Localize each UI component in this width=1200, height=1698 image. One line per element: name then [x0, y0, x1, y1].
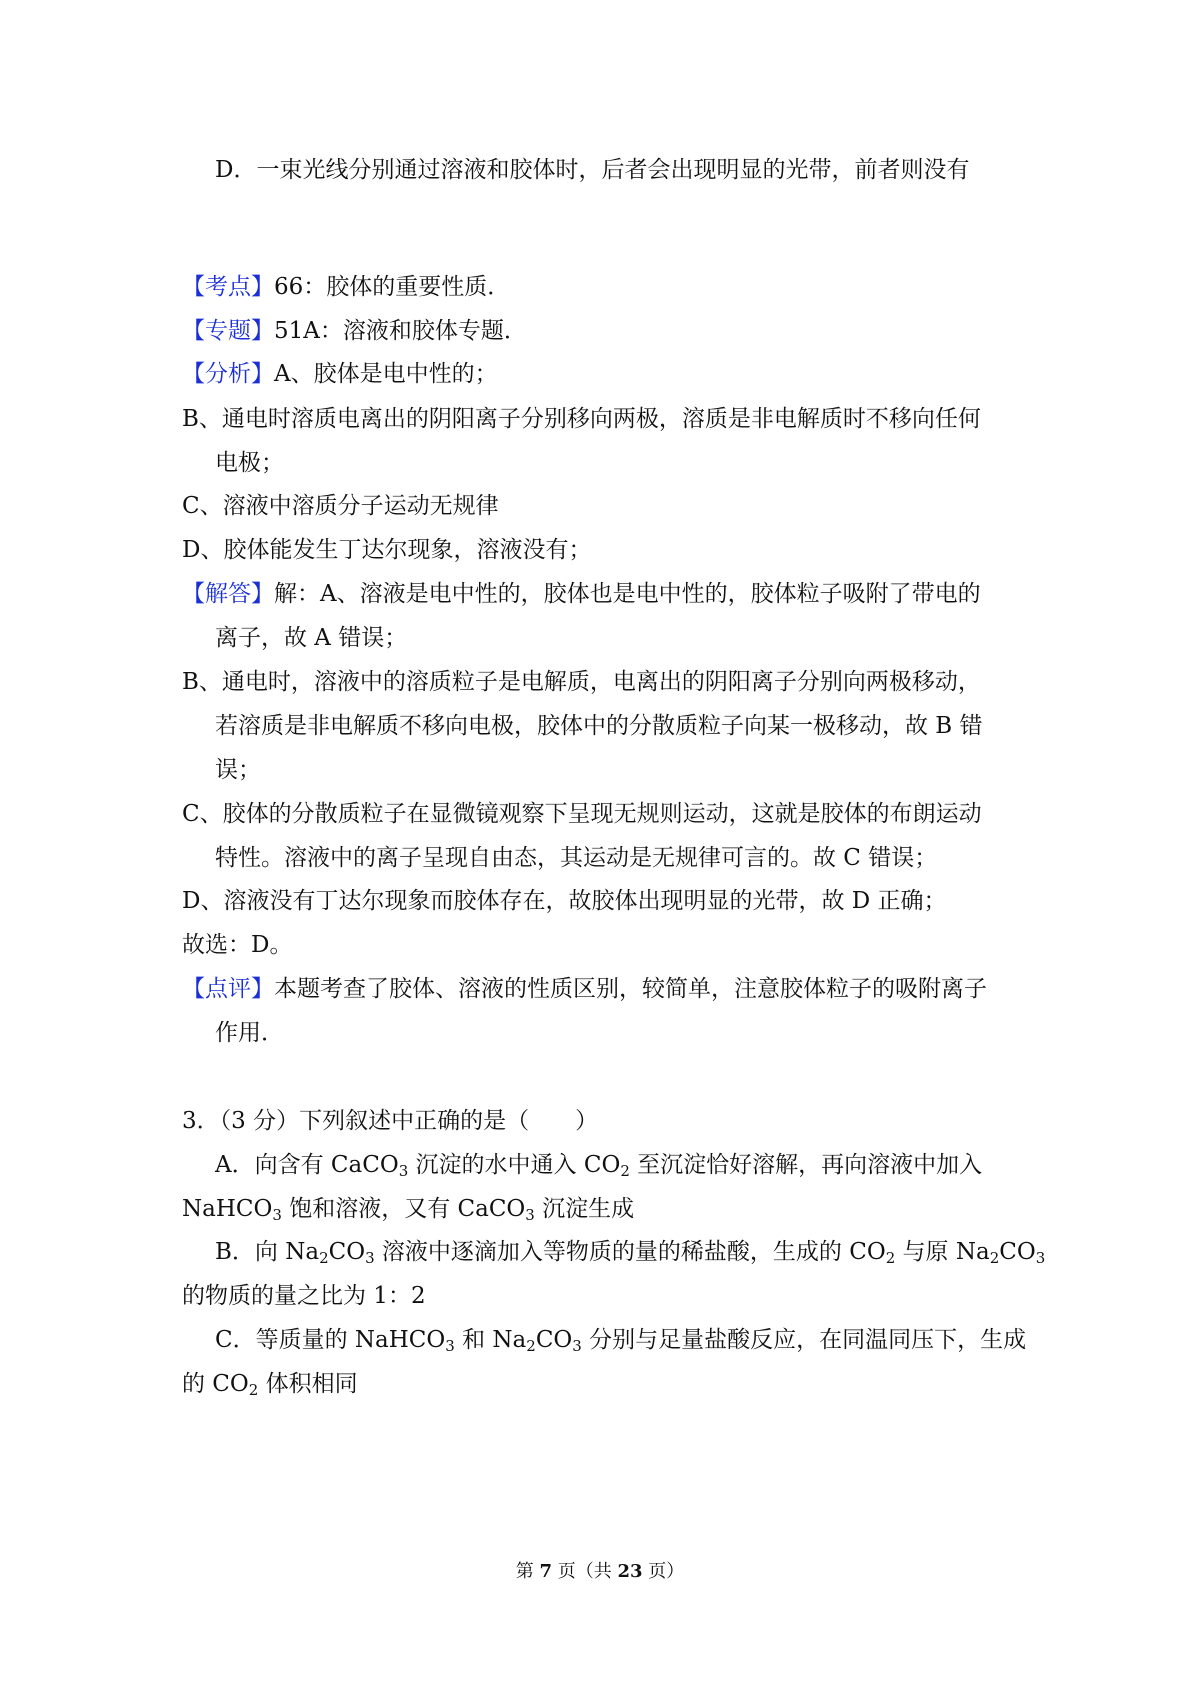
- zhuanti-text: 51A：溶液和胶体专题．: [274, 318, 527, 344]
- jieda-d-line: D、溶液没有丁达尔现象而胶体存在，故胶体出现明显的光带，故 D 正确；: [182, 888, 947, 914]
- fenxi-b-line2: 电极；: [215, 450, 284, 476]
- question3-option-a-line1: A．向含有 CaCO$_3$ 沉淀的水中通入 $CO_2$ 至沉淀恰好溶解，再向溶液中加入: [215, 1152, 983, 1180]
- question3-stem: 3．（3 分）下列叙述中正确的是（ ）: [182, 1108, 599, 1134]
- kaodian-tag: 【考点】: [182, 274, 274, 300]
- question3-option-c-line2: 的 $CO_2$ 体积相同: [182, 1371, 358, 1399]
- question3-option-b-line2: 的物质的量之比为 1：2: [182, 1283, 426, 1309]
- jieda-a-line1: 解：A、溶液是电中性的，胶体也是电中性的，胶体粒子吸附了带电的: [274, 581, 981, 607]
- jieda-line: [182, 578, 1022, 610]
- total-page-number: 23: [617, 1561, 643, 1582]
- jieda-b-line1: B、通电时，溶液中的溶质粒子是电解质，电离出的阴阳离子分别向两极移动，: [182, 669, 981, 695]
- zhuanti-line: [182, 315, 1022, 347]
- dianping-text1: 本题考查了胶体、溶液的性质区别，较简单，注意胶体粒子的吸附离子: [274, 976, 987, 1002]
- previous-option-d: D．一束光线分别通过溶液和胶体时，后者会出现明显的光带，前者则没有: [215, 157, 970, 183]
- page-footer: 第 7 页（共 23 页）: [515, 1561, 685, 1582]
- question3-option-b-line1: B．向 $Na_2CO_3$ 溶液中逐滴加入等物质的量的稀盐酸，生成的 $CO_2$ 与原 $Na_2CO_3$: [215, 1239, 1046, 1267]
- kaodian-line: [182, 271, 1022, 303]
- fenxi-b-line1: B、通电时溶质电离出的阴阳离子分别移向两极，溶质是非电解质时不移向任何: [182, 406, 981, 432]
- fenxi-c-line: C、溶液中溶质分子运动无规律: [182, 493, 499, 519]
- jieda-b-line3: 误；: [215, 757, 261, 783]
- kaodian-text: 66：胶体的重要性质．: [274, 274, 511, 300]
- fenxi-d-line: D、胶体能发生丁达尔现象，溶液没有；: [182, 537, 592, 563]
- dianping-tag: 【点评】: [182, 976, 274, 1002]
- question3-option-c-line1: C．等质量的 NaHCO$_3$ 和 $Na_2CO_3$ 分别与足量盐酸反应，在同温同压下，生成: [215, 1327, 1027, 1355]
- fenxi-line: [182, 358, 1022, 390]
- jieda-c-line1: C、胶体的分散质粒子在显微镜观察下呈现无规则运动，这就是胶体的布朗运动: [182, 801, 982, 827]
- jieda-b-line2: 若溶质是非电解质不移向电极，胶体中的分散质粒子向某一极移动，故 B 错: [215, 713, 983, 739]
- jieda-tag: 【解答】: [182, 581, 274, 607]
- jieda-conclusion: 故选：D。: [182, 932, 293, 958]
- jieda-a-line2: 离子，故 A 错误；: [215, 625, 408, 651]
- dianping-text2: 作用．: [215, 1020, 284, 1046]
- fenxi-text: A、胶体是电中性的；: [274, 361, 498, 387]
- zhuanti-tag: 【专题】: [182, 318, 274, 344]
- jieda-c-line2: 特性。溶液中的离子呈现自由态，其运动是无规律可言的。故 C 错误；: [215, 845, 938, 871]
- fenxi-tag: 【分析】: [182, 361, 274, 387]
- dianping-line: [182, 973, 1022, 1005]
- question3-option-a-line2: NaHCO$_3$ 饱和溶液，又有 CaCO$_3$ 沉淀生成: [182, 1196, 635, 1224]
- current-page-number: 7: [539, 1561, 552, 1582]
